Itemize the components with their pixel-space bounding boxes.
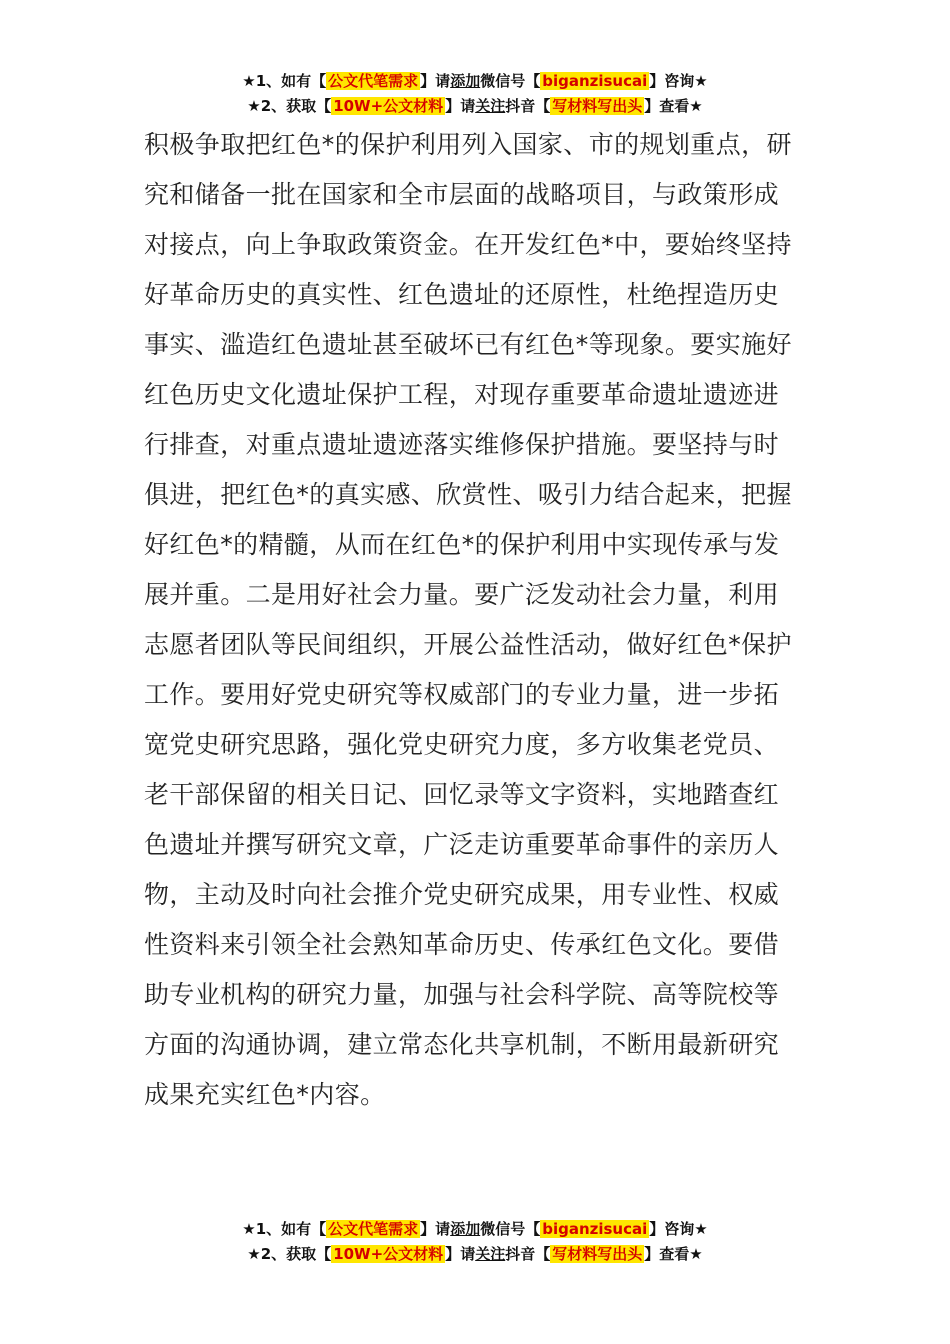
highlight-service: 公文代笔需求 [328, 72, 419, 90]
highlight-materials: 10W+公文材料 [333, 1245, 444, 1263]
banner-text: 】请 [420, 1220, 451, 1238]
banner-text: 抖音【 [505, 1245, 551, 1263]
banner-text: 】请 [445, 97, 476, 115]
body-line: 老干部保留的相关日记、回忆录等文字资料，实地踏查红 [144, 780, 780, 809]
underlined-text: 关注 [475, 1245, 506, 1263]
body-line: 成果充实红色*内容。 [144, 1080, 386, 1109]
banner-text: ★1、如有【 [242, 1220, 327, 1238]
body-line: 色遗址并撰写研究文章，广泛走访重要革命事件的亲历人 [144, 830, 780, 859]
banner-text: 微信号【 [480, 1220, 541, 1238]
body-line: 俱进，把红色*的真实感、欣赏性、吸引力结合起来，把握 [144, 480, 792, 509]
body-line: 志愿者团队等民间组织，开展公益性活动，做好红色*保护 [144, 630, 792, 659]
header-banner [0, 69, 950, 119]
body-line: 好红色*的精髓，从而在红色*的保护利用中实现传承与发 [144, 530, 780, 559]
body-line: 行排查，对重点遗址遗迹落实维修保护措施。要坚持与时 [144, 430, 780, 459]
body-line: 性资料来引领全社会熟知革命历史、传承红色文化。要借 [144, 930, 780, 959]
highlight-service: 公文代笔需求 [328, 1220, 419, 1238]
body-line: 助专业机构的研究力量，加强与社会科学院、高等院校等 [144, 980, 780, 1009]
banner-text: ★2、获取【 [247, 1245, 332, 1263]
banner-text: ★1、如有【 [242, 72, 327, 90]
banner-text: ★2、获取【 [247, 97, 332, 115]
banner-text: 】请 [420, 72, 451, 90]
banner-text: 】查看★ [644, 1245, 703, 1263]
banner-text: 抖音【 [505, 97, 551, 115]
body-line: 方面的沟通协调，建立常态化共享机制，不断用最新研究 [144, 1030, 780, 1059]
banner-text: 】咨询★ [649, 1220, 708, 1238]
highlight-douyin-account: 写材料写出头 [552, 97, 643, 115]
body-line: 红色历史文化遗址保护工程，对现存重要革命遗址遗迹进 [144, 380, 780, 409]
highlight-wechat-id: biganzisucai [542, 72, 648, 90]
body-line: 好革命历史的真实性、红色遗址的还原性，杜绝捏造历史 [144, 280, 780, 309]
banner-line-1 [0, 69, 950, 94]
banner-line-2 [0, 94, 950, 119]
body-line: 宽党史研究思路，强化党史研究力度，多方收集老党员、 [144, 730, 780, 759]
body-line: 对接点，向上争取政策资金。在开发红色*中，要始终坚持 [144, 230, 792, 259]
banner-text: 】请 [445, 1245, 476, 1263]
banner-line-1 [0, 1217, 950, 1242]
body-line: 物，主动及时向社会推介党史研究成果，用专业性、权威 [144, 880, 780, 909]
body-line: 究和储备一批在国家和全市层面的战略项目，与政策形成 [144, 180, 780, 209]
highlight-douyin-account: 写材料写出头 [552, 1245, 643, 1263]
banner-text: 】查看★ [644, 97, 703, 115]
highlight-wechat-id: biganzisucai [542, 1220, 648, 1238]
body-line: 积极争取把红色*的保护利用列入国家、市的规划重点，研 [144, 130, 792, 159]
underlined-text: 关注 [475, 97, 506, 115]
underlined-text: 添加 [450, 1220, 481, 1238]
body-line: 展并重。二是用好社会力量。要广泛发动社会力量，利用 [144, 580, 780, 609]
body-line: 工作。要用好党史研究等权威部门的专业力量，进一步拓 [144, 680, 780, 709]
banner-text: 】咨询★ [649, 72, 708, 90]
document-body [144, 120, 806, 1120]
underlined-text: 添加 [450, 72, 481, 90]
body-line: 事实、滥造红色遗址甚至破坏已有红色*等现象。要实施好 [144, 330, 792, 359]
footer-banner [0, 1217, 950, 1267]
highlight-materials: 10W+公文材料 [333, 97, 444, 115]
banner-line-2 [0, 1242, 950, 1267]
banner-text: 微信号【 [480, 72, 541, 90]
